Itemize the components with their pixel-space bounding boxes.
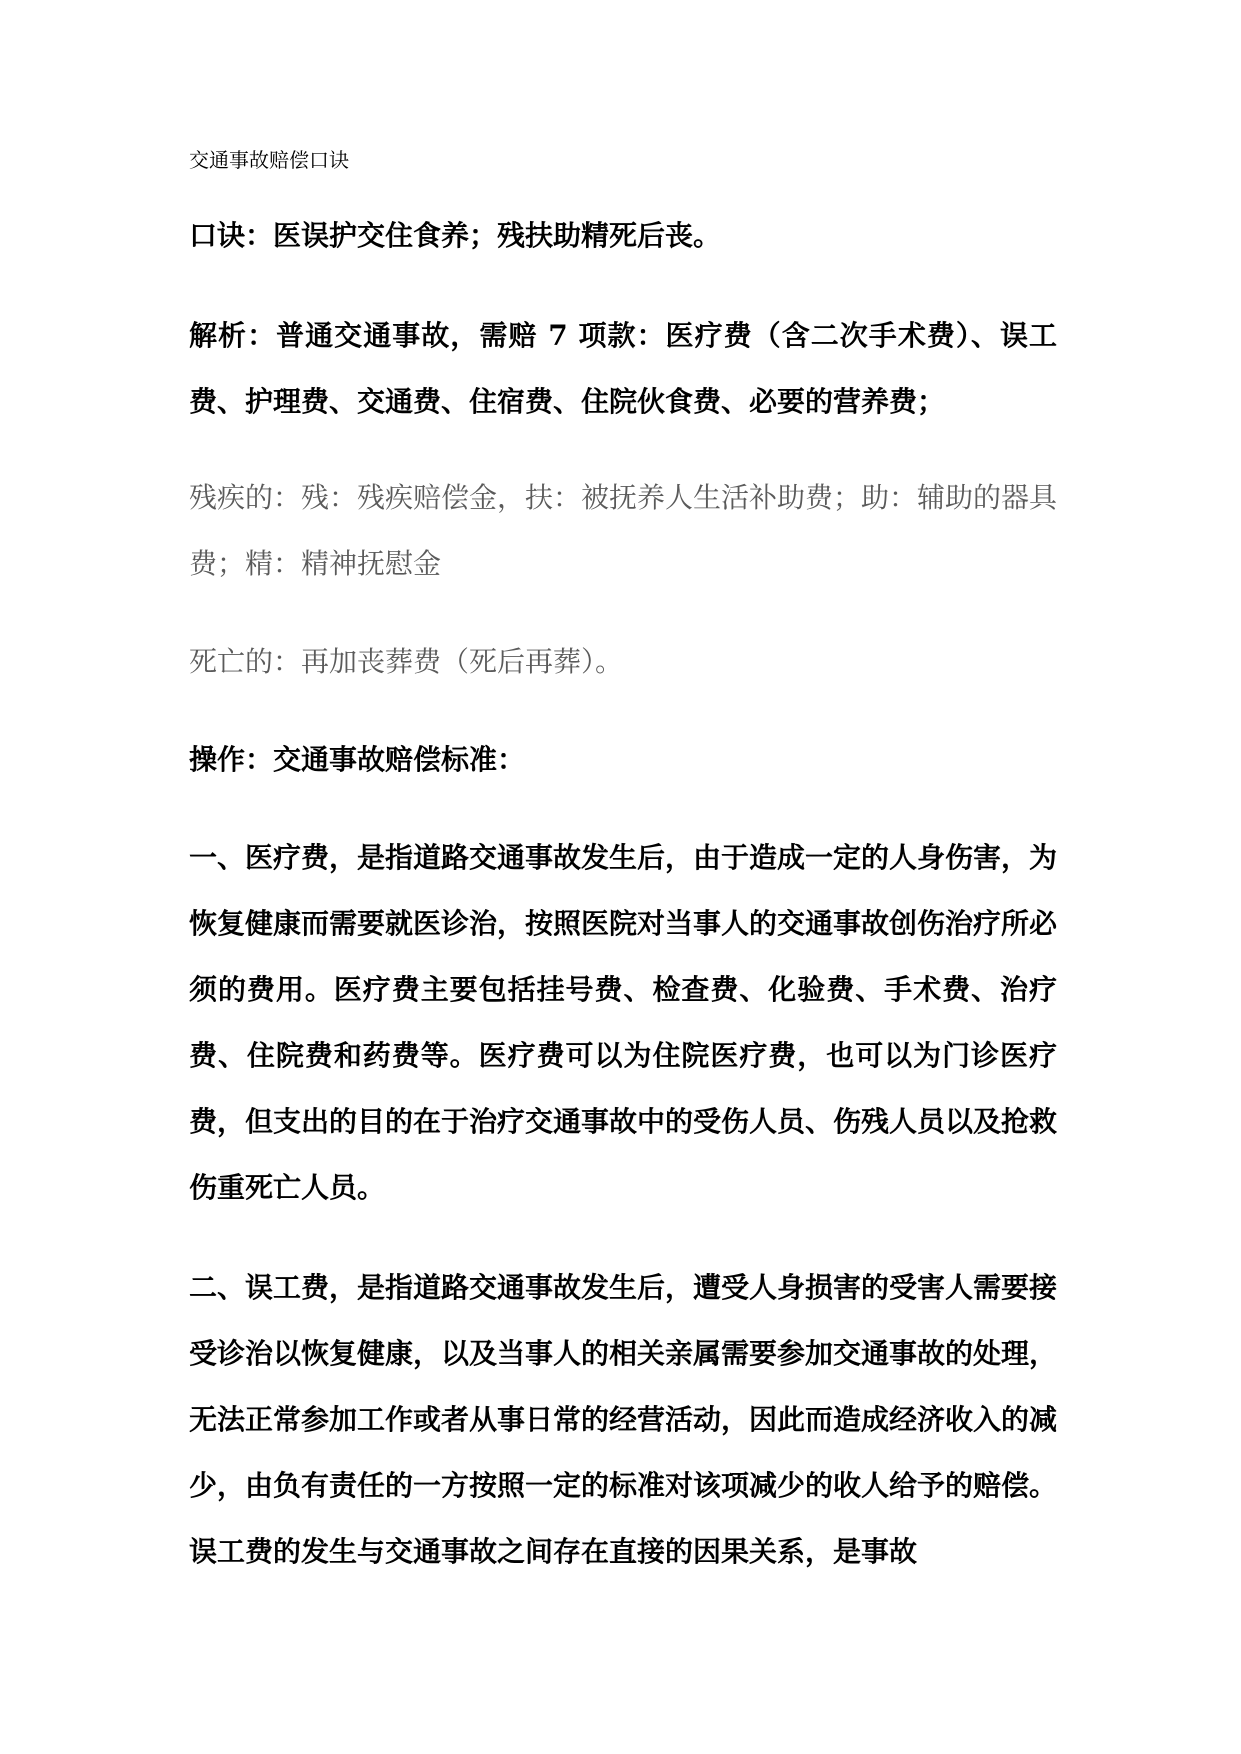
paragraph-medical-expenses: 一、医疗费，是指道路交通事故发生后，由于造成一定的人身伤害，为恢复健康而需要就医诊治，按照医院对当事人的交通事故创伤治疗所必须的费用。医疗费主要包括挂号费、检查费、化验费、手术费、治疗费、住院费和药费等。医疗费可以为住院医疗费，也可以为门诊医疗费，但支出的目的在于治疗交通事故中的受伤人员、伤残人员以及抢救伤重死亡人员。 bbox=[189, 841, 1058, 1204]
paragraph-analysis: 解析：普通交通事故，需赔 7 项款：医疗费（含二次手术费）、误工费、护理费、交通费、住宿费、住院伙食费、必要的营养费； bbox=[189, 319, 1057, 418]
paragraph-mnemonic: 口诀：医误护交住食养；残扶助精死后丧。 bbox=[189, 219, 722, 252]
paragraph-disability: 残疾的：残：残疾赔偿金，扶：被抚养人生活补助费；助：辅助的器具费；精：精神抚慰金 bbox=[189, 481, 1058, 580]
document-title: 交通事故赔偿口诀 bbox=[189, 148, 349, 172]
document-body bbox=[189, 145, 1057, 1585]
paragraph-lost-wages: 二、误工费，是指道路交通事故发生后，遭受人身损害的受害人需要接受诊治以恢复健康，以及当事人的相关亲属需要参加交通事故的处理，无法正常参加工作或者从事日常的经营活动，因此而造成经济收入的减少，由负有责任的一方按照一定的标准对该项减少的收人给予的赔偿。误工费的发生与交通事故之间存在直接的因果关系，是事故 bbox=[189, 1271, 1058, 1568]
paragraph-operation-heading: 操作：交通事故赔偿标准： bbox=[189, 743, 526, 776]
paragraph-death: 死亡的：再加丧葬费（死后再葬）。 bbox=[189, 645, 624, 678]
